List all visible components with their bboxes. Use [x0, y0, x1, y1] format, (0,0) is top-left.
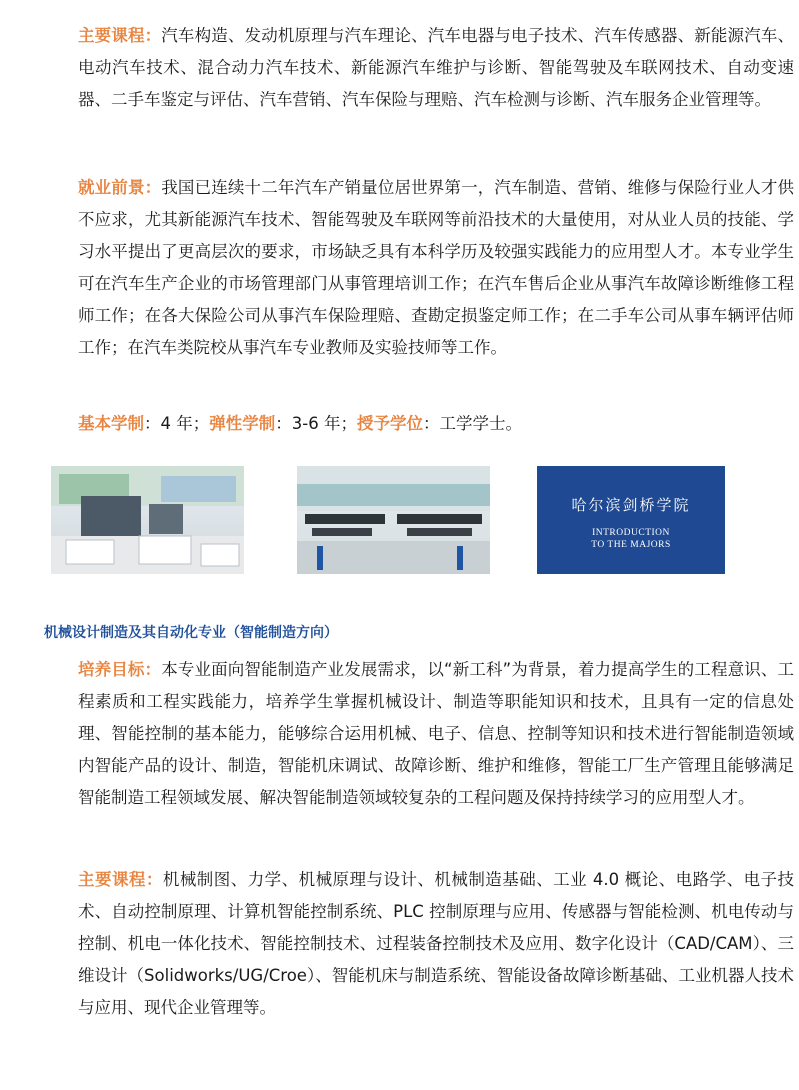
employment-label: 就业前景： — [78, 178, 162, 197]
lab-photo-2-image — [297, 466, 490, 574]
courses-text: 汽车构造、发动机原理与汽车理论、汽车电器与电子技术、汽车传感器、新能源汽车、电动汽车技术、混合动力汽车技术、新能源汽车维护与诊断、智能驾驶及车联网技术、自动变速器、二手车鉴定与评估、汽车营销、汽车保险与理赔、汽车检测与诊断、汽车服务企业管理等。 — [78, 26, 795, 109]
cover-school-name: 哈尔滨剑桥学院 — [571, 496, 691, 514]
colon: ： — [275, 414, 292, 433]
courses-paragraph-2 — [44, 864, 794, 1024]
brochure-cover — [537, 466, 725, 574]
training-goal-label: 培养目标： — [78, 660, 162, 679]
degree-label: 授予学位 — [356, 414, 423, 433]
employment-text: 我国已连续十二年汽车产销量位居世界第一，汽车制造、营销、维修与保险行业人才供不应求，尤其新能源汽车技术、智能驾驶及车联网等前沿技术的大量使用，对从业人员的技能、学习水平提出了更高层次的要求，市场缺乏具有本科学历及较强实践能力的应用型人才。本专业学生可在汽车生产企业的市场管理部门从事管理培训工作；在汽车售后企业从事汽车故障诊断维修工程师工作；在各大保险公司从事汽车保险理赔、查勘定损鉴定师工作；在二手车公司从事车辆评估师工作；在汽车类院校从事汽车专业教师及实验技师等工作。 — [78, 178, 795, 357]
section-title: 机械设计制造及其自动化专业（智能制造方向） — [44, 625, 338, 641]
basic-duration-value: 4 年； — [160, 414, 210, 433]
flexible-duration-value: 3-6 年； — [291, 414, 357, 433]
training-goal-paragraph — [44, 654, 794, 814]
training-goal-text: 本专业面向智能制造产业发展需求，以“新工科”为背景，着力提高学生的工程意识、工程素质和工程实践能力，培养学生掌握机械设计、制造等职能知识和技术，且具有一定的信息处理、智能控制的基本能力，能够综合运用机械、电子、信息、控制等知识和技术进行智能制造领域内智能产品的设计、制造，智能机床调试、故障诊断、维护和维修，智能工厂生产管理且能够满足智能制造工程领域发展、解决智能制造领域较复杂的工程问题及保持持续学习的应用型人才。 — [78, 660, 794, 807]
colon: ： — [422, 414, 440, 433]
cover-subtitle-line2: TO THE MAJORS — [591, 540, 671, 550]
duration-paragraph — [44, 408, 794, 440]
basic-duration-label: 基本学制 — [78, 414, 144, 433]
flexible-duration-label: 弹性学制 — [209, 414, 276, 433]
cover-subtitle-line1: INTRODUCTION — [592, 528, 670, 538]
lab-photo-2 — [297, 466, 490, 574]
degree-value: 工学学士。 — [439, 414, 522, 433]
courses-label-2: 主要课程： — [78, 870, 163, 889]
colon: ： — [144, 414, 161, 433]
cover-subtitle — [537, 527, 725, 551]
lab-photo-1 — [51, 466, 244, 574]
lab-photo-1-image — [51, 466, 244, 574]
courses-paragraph — [44, 20, 794, 116]
courses-label: 主要课程： — [78, 26, 162, 45]
employment-paragraph — [44, 172, 794, 364]
courses-text-2: 机械制图、力学、机械原理与设计、机械制造基础、工业 4.0 概论、电路学、电子技术、自动控制原理、计算机智能控制系统、PLC 控制原理与应用、传感器与智能检测、机电传动与控制、机电一体化技术、智能控制技术、过程装备控制技术及应用、数字化设计（CAD/CAM）、三维设计（Solidworks/UG/Croe）、智能机床与制造系统、智能设备故障诊断基础、工业机器人技术与应用、现代企业管理等。 — [78, 870, 795, 1017]
